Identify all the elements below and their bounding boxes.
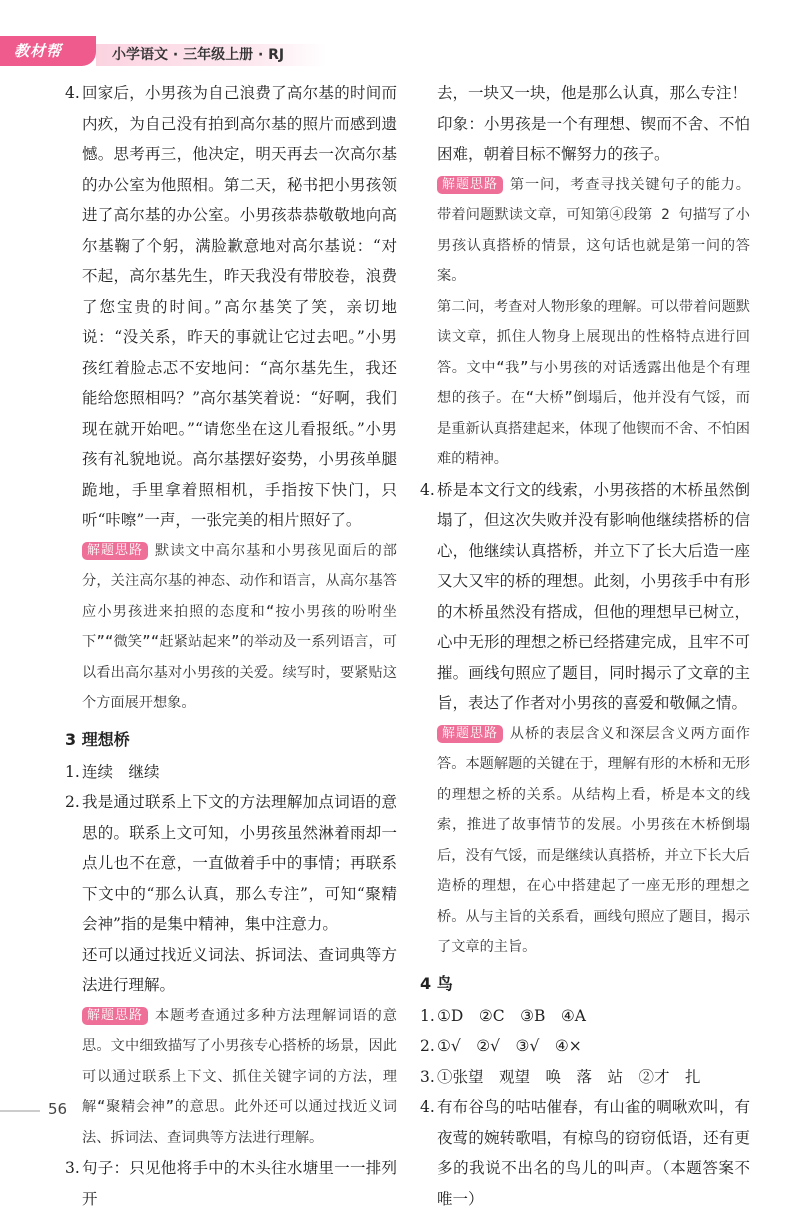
item-text: 回家后，小男孩为自己浪费了高尔基的时间而内疚，为自己没有拍到高尔基的照片而感到遗憾。思考再三，他决定，明天再去一次高尔基的办公室为他照相。第二天，秘书把小男孩领进了高尔基的办公室。小男孩恭恭敬敬地向高尔基鞠了个躬，满脸歉意地对高尔基说：“对不起，高尔基先生，昨天我没有带胶卷，浪费了您宝贵的时间。”高尔基笑了笑，亲切地说：“没关系，昨天的事就让它过去吧。”小男孩红着脸忐忑不安地问：“高尔基先生，我还能给您照相吗？”高尔基笑着说：“好啊，我们现在就开始吧。”“请您坐在这儿看报纸。”小男孩有礼貌地说。高尔基摆好姿势，小男孩单腿跪地，手里拿着照相机，手指按下快门，只听“咔嚓”一声，一张完美的相片照好了。 <box>82 84 397 529</box>
item-text: 桥是本文行文的线索，小男孩搭的木桥虽然倒塌了，但这次失败并没有影响他继续搭桥的信心，他继续认真搭桥，并立下了长大后造一座又大又牢的桥的理想。此刻，小男孩手中有形的木桥虽然没有搭成，但他的理想早已树立，心中无形的理想之桥已经搭建完成，且牢不可摧。画线句照应了题目，同时揭示了文章的主旨，表达了作者对小男孩的喜爱和敬佩之情。 <box>437 480 750 712</box>
analysis-tag: 解题思路 <box>82 542 148 560</box>
item-number: 2. <box>420 1037 435 1055</box>
item-number: 4. <box>420 1098 435 1116</box>
item-text: ①D ②C ③B ④A <box>437 1006 586 1025</box>
analysis-text: 本题考查通过多种方法理解词语的意思。文中细致描写了小男孩专心搭桥的场景，因此可以通过联系上下文、抓住关键字词的方法，理解“聚精会神”的意思。此外还可以通过找近义词法、拆词法、查词典等方法进行理解。 <box>82 1007 397 1146</box>
item-number: 4. <box>65 84 80 102</box>
answer-item <box>420 1031 750 1062</box>
footer-rule <box>0 1110 40 1112</box>
answer-extra: 还可以通过找近义词法、拆词法、查词典等方法进行理解。 <box>82 945 397 994</box>
answer-item <box>420 1001 750 1032</box>
item-text: 连续 继续 <box>82 762 160 781</box>
item-text: ①张望 观望 唤 落 站 ②才 扎 <box>437 1067 701 1086</box>
page-number: 56 <box>48 1100 68 1118</box>
item-text: 有布谷鸟的咕咕催春，有山雀的啁啾欢叫，有夜莺的婉转歌唱，有椋鸟的窃窃低语，还有更多的我说不出名的鸟儿的叫声。（本题答案不唯一） <box>437 1098 750 1208</box>
analysis-text: 默读文中高尔基和小男孩见面后的部分，关注高尔基的神态、动作和语言，从高尔基答应小男孩进来拍照的态度和“按小男孩的吩咐坐下”“微笑”“赶紧站起来”的举动及一系列语言，可以看出高尔基对小男孩的关爱。续写时，要紧贴这个方面展开想象。 <box>82 542 397 711</box>
item-number: 3. <box>65 1159 80 1177</box>
analysis-text: 第一问，考查寻找关键句子的能力。带着问题默读文章，可知第④段第 2 句描写了小男孩认真搭桥的情景，这句话也就是第一问的答案。 <box>437 176 750 284</box>
item-number: 3. <box>420 1067 435 1086</box>
analysis-block <box>420 719 750 963</box>
book-subject: 小学语文 · 三年级上册 · RJ <box>112 47 285 63</box>
answer-impression: 印象：小男孩是一个有理想、锲而不舍、不怕困难，朝着目标不懈努力的孩子。 <box>437 114 750 163</box>
right-column <box>420 78 750 1214</box>
analysis-block <box>65 1001 397 1154</box>
item-text: 我是通过联系上下文的方法理解加点词语的意思的。联系上文可知，小男孩虽然淋着雨却一点儿也不在意，一直做着手中的事情；再联系下文中的“那么认真，那么专注”，可知“聚精会神”指的是集中精神，集中注意力。 <box>82 793 397 933</box>
left-column <box>65 78 397 1214</box>
answer-item <box>420 475 750 719</box>
answer-item <box>420 1062 750 1093</box>
answer-item <box>65 78 397 536</box>
analysis-block-continued: 第二问，考查对人物形象的理解。可以带着问题默读文章，抓住人物身上展现出的性格特点进行回答。文中“我”与小男孩的对话透露出他是个有理想的孩子。在“大桥”倒塌后，他并没有气馁，而是重新认真搭建起来，体现了他锲而不舍、不怕困难的精神。 <box>437 298 750 467</box>
analysis-block <box>420 170 750 292</box>
brand-badge: 教材帮 <box>0 36 96 66</box>
analysis-block <box>65 536 397 719</box>
item-number: 1. <box>65 762 80 781</box>
item-text: ①√ ②√ ③√ ④× <box>437 1037 582 1055</box>
analysis-tag: 解题思路 <box>437 176 503 194</box>
lesson-title: 4 鸟 <box>420 973 453 993</box>
answer-item <box>65 1153 397 1214</box>
answer-continuation: 去，一块又一块，他是那么认真，那么专注！ <box>437 84 748 102</box>
item-number: 2. <box>65 793 80 811</box>
answer-item <box>65 757 397 788</box>
item-number: 1. <box>420 1006 435 1025</box>
analysis-tag: 解题思路 <box>82 1007 148 1025</box>
item-number: 4. <box>420 480 435 499</box>
analysis-tag: 解题思路 <box>437 725 503 743</box>
answer-item <box>65 787 397 940</box>
lesson-title: 3 理想桥 <box>65 729 130 749</box>
analysis-text: 从桥的表层含义和深层含义两方面作答。本题解题的关键在于，理解有形的木桥和无形的理想之桥的关系。从结构上看，桥是本文的线索，推进了故事情节的发展。小男孩在木桥倒塌后，没有气馁，而是继续认真搭桥，并立下长大后造桥的理想，在心中搭建起了一座无形的理想之桥。从与主旨的关系看，画线句照应了题目，揭示了文章的主旨。 <box>437 725 750 955</box>
item-text: 句子：只见他将手中的木头往水塘里一一排列开 <box>82 1159 397 1208</box>
answer-item <box>420 1092 750 1214</box>
